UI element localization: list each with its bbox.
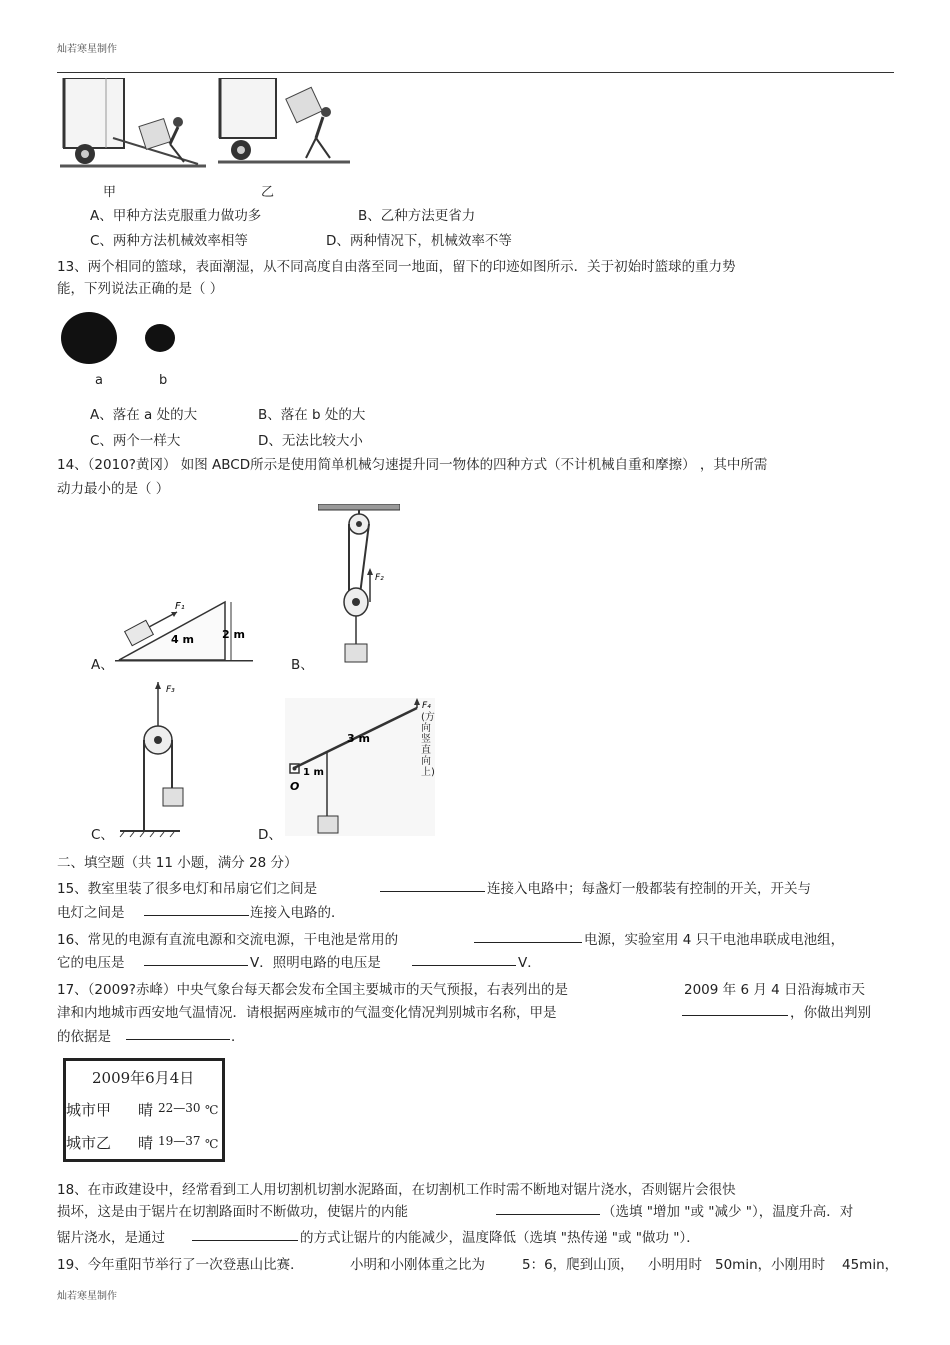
ball-mark-a: [61, 312, 117, 364]
q18-text-3b: 的方式让锯片的内能减少，温度降低（选填 "热传递 "或 "做功 "）．: [300, 1230, 700, 1246]
q14-a-length-label: 4 m: [171, 633, 194, 646]
q14-stem-line1: 14、（2010?黄冈） 如图 ABCD所示是使用简单机械匀速提升同一物体的四种方式（不计机械自重和摩擦） ，其中所需: [57, 457, 768, 473]
q16-text-1a: 16、常见的电源有直流电源和交流电源，干电池是常用的: [57, 932, 399, 948]
q15-text-2a: 电灯之间是: [57, 905, 125, 921]
weather-row-city-yi: 城市乙: [66, 1134, 112, 1152]
weather-row-jia-weather: 晴: [138, 1101, 154, 1119]
q14-fig-a-incline: [115, 597, 255, 665]
page-header: 灿若寒星制作: [57, 44, 117, 55]
q14-fig-c-pulley: [118, 680, 190, 838]
section2-title: 二、填空题（共 11 小题，满分 28 分）: [57, 855, 298, 871]
q18-text-2b: （选填 "增加 "或 "减少 "），温度升高．对: [602, 1204, 854, 1220]
q13-option-d: D、无法比较大小: [258, 433, 363, 449]
q12-figure: [58, 78, 353, 178]
q15-text-2b: 连接入电路的．: [250, 905, 345, 921]
weather-row-yi-unit: ℃: [205, 1137, 219, 1151]
q14-d-length-1m: 1 m: [303, 767, 324, 778]
q16-blank-1[interactable]: [474, 928, 582, 947]
q14-option-c-letter: C、: [91, 827, 114, 843]
ball-mark-b: [145, 324, 175, 352]
q14-d-force-label: F₄: [422, 701, 431, 711]
q19-text-1d: 小明用时: [648, 1257, 702, 1273]
q15-blank-2[interactable]: [144, 901, 249, 920]
q17-text-1a: 17、（2009?赤峰）中央气象台每天都会发布全国主要城市的天气预报，右表列出的是: [57, 982, 568, 998]
q16-blank-3[interactable]: [412, 951, 516, 970]
q17-text-2a: 津和内地城市西安地气温情况．请根据两座城市的气温变化情况判别城市名称，甲是: [57, 1005, 557, 1021]
q14-option-b-letter: B、: [291, 657, 314, 673]
q12-option-d: D、两种情况下，机械效率不等: [326, 233, 512, 249]
q14-option-d-letter: D、: [258, 827, 282, 843]
q17-blank-2[interactable]: [126, 1025, 230, 1044]
q13-stem-line1: 13、两个相同的篮球，表面潮湿，从不同高度自由落至同一地面，留下的印迹如图所示．关于初始时篮球的重力势: [57, 259, 736, 275]
q13-fig-label-b: b: [159, 373, 168, 388]
q19-text-1b: 小明和小刚体重之比为: [350, 1257, 485, 1273]
q16-text-2a: 它的电压是: [57, 955, 125, 971]
q16-text-2b: V．照明电路的电压是: [250, 955, 381, 971]
q19-text-1e: 50min，小刚用时: [715, 1257, 826, 1273]
q19-text-1a: 19、今年重阳节举行了一次登惠山比赛．: [57, 1257, 304, 1273]
weather-row-yi-weather: 晴: [138, 1134, 154, 1152]
weather-row-jia-unit: ℃: [205, 1103, 219, 1117]
q17-text-3a: 的依据是: [57, 1029, 111, 1045]
q14-d-direction-note: (方向竖直向上): [421, 712, 435, 778]
q18-text-3a: 锯片浇水，是通过: [57, 1230, 165, 1246]
q14-stem-line2: 动力最小的是（ ）: [57, 481, 170, 497]
page-footer: 灿若寒星制作: [57, 1291, 117, 1302]
q14-option-a-letter: A、: [91, 657, 114, 673]
q14-c-force-label: F₃: [166, 685, 175, 695]
weather-row-jia-range: 22—30: [158, 1101, 201, 1115]
q12-option-c: C、两种方法机械效率相等: [90, 233, 248, 249]
q13-ball-marks: [58, 310, 188, 370]
q12-option-b: B、乙种方法更省力: [358, 208, 476, 224]
q18-text-1: 18、在市政建设中，经常看到工人用切割机切割水泥路面，在切割机工作时需不断地对锯片浇水，否则锯片会很快: [57, 1182, 736, 1198]
q17-text-2b: ，你做出判别: [790, 1005, 871, 1021]
q14-fig-b-pulleys: [318, 504, 400, 666]
q18-blank-2[interactable]: [192, 1226, 298, 1245]
q14-d-pivot-label: O: [290, 780, 300, 793]
q13-stem-line2: 能，下列说法正确的是（ ）: [57, 281, 224, 297]
q16-text-2c: V．: [518, 955, 541, 971]
header-rule: [57, 72, 894, 73]
q15-text-1b: 连接入电路中；每盏灯一般都装有控制的开关，开关与: [487, 881, 811, 897]
q17-text-1b: 2009 年 6 月 4 日沿海城市天: [684, 982, 865, 998]
q12-fig-label-jia: 甲: [103, 185, 117, 200]
q13-option-b: B、落在 b 处的大: [258, 407, 366, 423]
q12-option-a: A、甲种方法克服重力做功多: [90, 208, 262, 224]
q14-fig-d-lever: [285, 698, 440, 838]
q13-option-a: A、落在 a 处的大: [90, 407, 198, 423]
weather-row-city-jia: 城市甲: [66, 1101, 112, 1119]
q17-text-3b: ．: [231, 1029, 245, 1045]
q19-text-1f: 45min，: [842, 1257, 899, 1273]
truck-lift-scene: [218, 78, 350, 162]
q19-text-1c: 5：6，爬到山顶，: [522, 1257, 634, 1273]
q14-d-length-3m: 3 m: [347, 732, 370, 745]
q12-fig-label-yi: 乙: [261, 185, 275, 200]
q14-b-force-label: F₂: [375, 573, 384, 583]
weather-row-yi-range: 19—37: [158, 1134, 201, 1148]
q18-text-2a: 损坏，这是由于锯片在切割路面时不断做功，使锯片的内能: [57, 1204, 408, 1220]
q17-blank-1[interactable]: [682, 1001, 788, 1020]
q14-a-force-label: F₁: [175, 601, 185, 612]
q18-blank-1[interactable]: [496, 1200, 600, 1219]
q14-a-height-label: 2 m: [222, 628, 245, 641]
q16-text-1b: 电源，实验室用 4 只干电池串联成电池组，: [584, 932, 845, 948]
weather-table-date: 2009年6月4日: [92, 1069, 195, 1087]
q15-blank-1[interactable]: [380, 877, 485, 896]
q17-weather-table: [63, 1058, 225, 1162]
q16-blank-2[interactable]: [144, 951, 248, 970]
q13-option-c: C、两个一样大: [90, 433, 181, 449]
q15-text-1a: 15、教室里装了很多电灯和吊扇它们之间是: [57, 881, 318, 897]
truck-ramp-scene: [60, 78, 206, 166]
q13-fig-label-a: a: [95, 373, 103, 388]
